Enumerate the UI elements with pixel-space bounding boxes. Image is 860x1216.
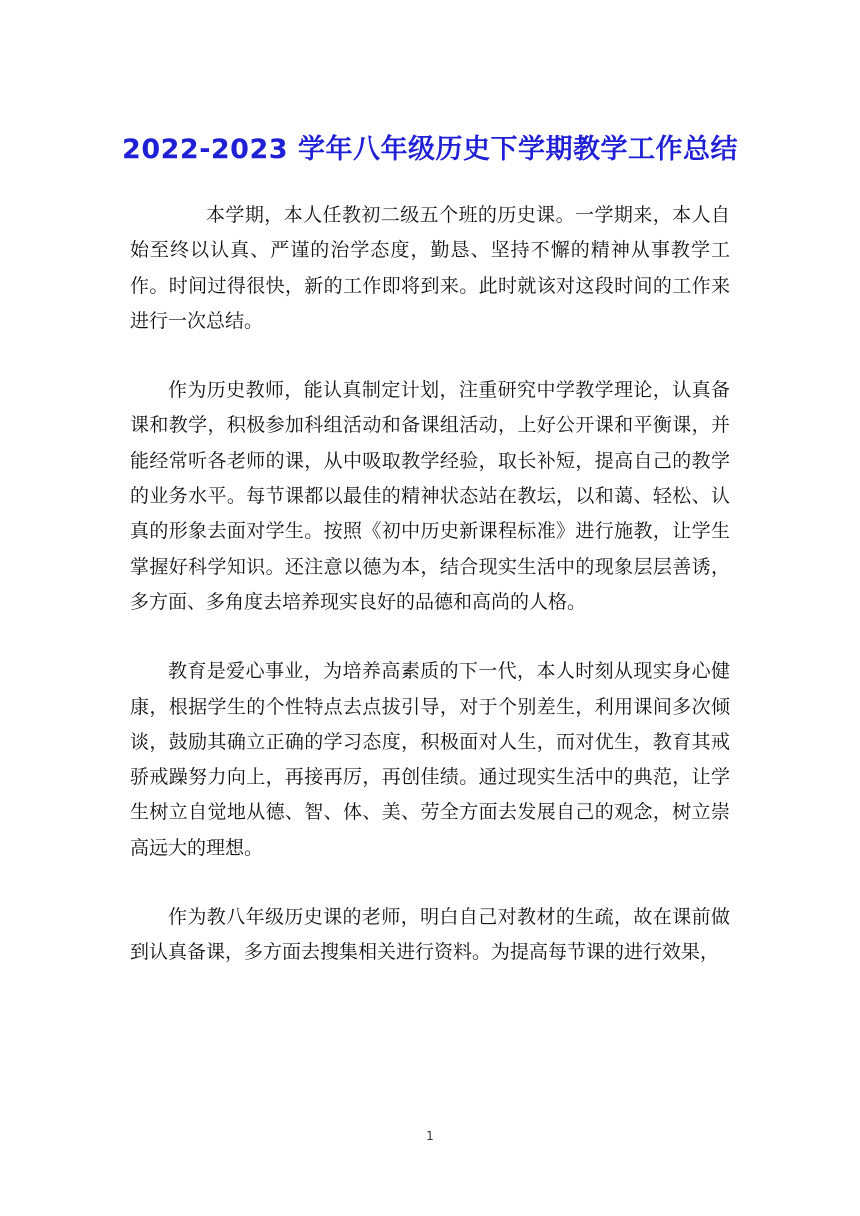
page-number: 1 bbox=[426, 1129, 434, 1143]
document-title: 2022-2023 学年八年级历史下学期教学工作总结 bbox=[122, 134, 738, 165]
document-body bbox=[130, 198, 730, 1005]
paragraph-moral-education: 教育是爱心事业，为培养高素质的下一代，本人时刻从现实身心健康，根据学生的个性特点去点拔引导，对于个别差生，利用课间多次倾谈，鼓励其确立正确的学习态度，积极面对人生，而对优生，教育其戒骄戒躁努力向上，再接再厉，再创佳绩。通过现实生活中的典范，让学生树立自觉地从德、智、体、美、劳全方面去发展自己的观念，树立崇高远大的理想。 bbox=[130, 660, 730, 859]
paragraph-lesson-preparation: 作为教八年级历史课的老师，明白自己对教材的生疏，故在课前做到认真备课，多方面去搜集相关进行资料。为提高每节课的进行效果， bbox=[130, 906, 730, 964]
paragraph-intro: 本学期，本人任教初二级五个班的历史课。一学期来，本人自始至终以认真、严谨的治学态度，勤恳、坚持不懈的精神从事教学工作。时间过得很快，新的工作即将到来。此时就该对这段时间的工作来进行一次总结。 bbox=[130, 204, 730, 332]
paragraph-teaching-work: 作为历史教师，能认真制定计划，注重研究中学教学理论，认真备课和教学，积极参加科组活动和备课组活动，上好公开课和平衡课，并能经常听各老师的课，从中吸取教学经验，取长补短，提高自己的教学的业务水平。每节课都以最佳的精神状态站在教坛，以和蔼、轻松、认真的形象去面对学生。按照《初中历史新课程标准》进行施教，让学生掌握好科学知识。还注意以德为本，结合现实生活中的现象层层善诱，多方面、多角度去培养现实良好的品德和高尚的人格。 bbox=[130, 379, 730, 613]
